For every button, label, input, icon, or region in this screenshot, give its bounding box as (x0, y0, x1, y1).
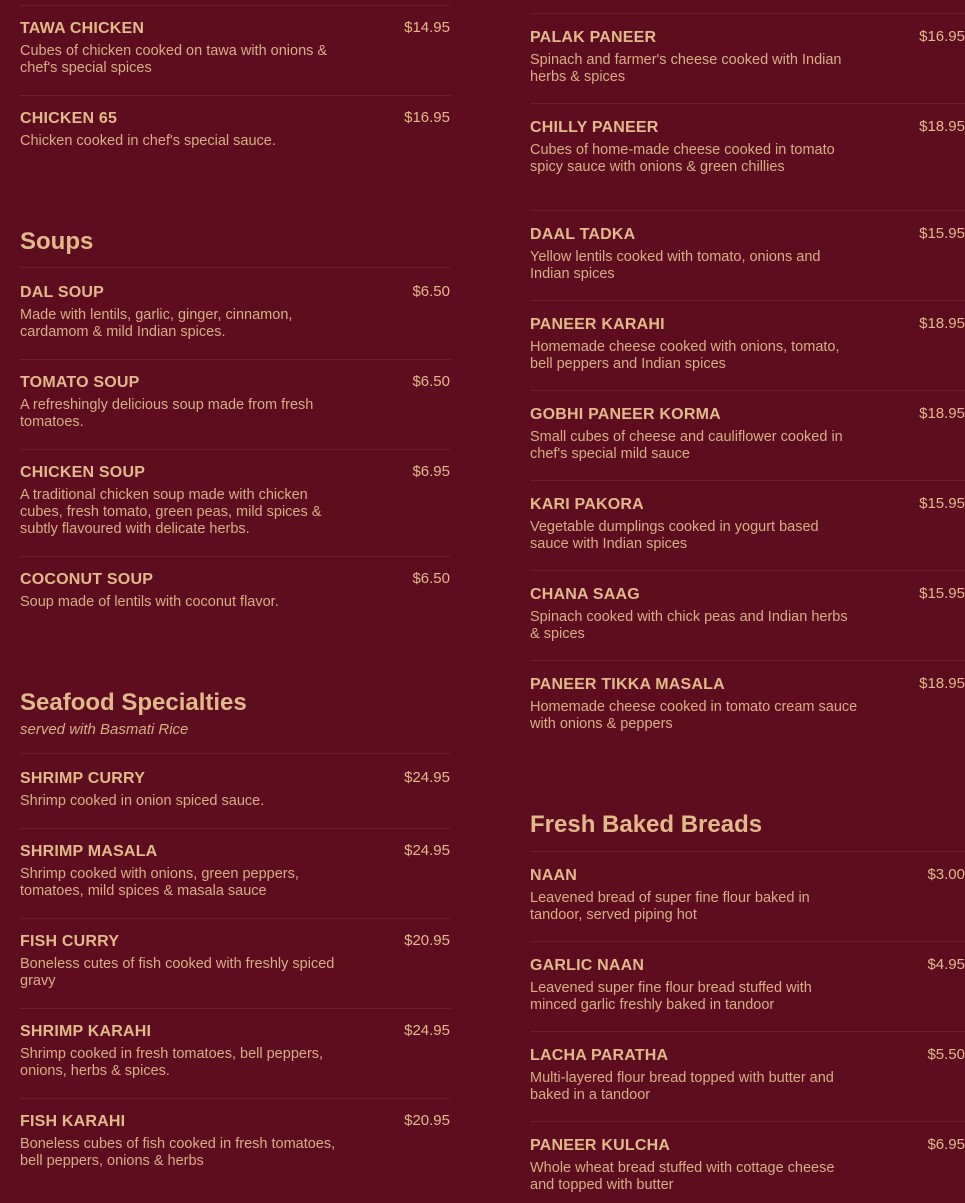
item-description: Small cubes of cheese and cauliflower cooked in chef's special mild sauce (530, 429, 843, 462)
item-price: $6.50 (412, 373, 450, 390)
item-price: $14.95 (404, 19, 450, 36)
item-description: Boneless cutes of fish cooked with freshly spiced gravy (20, 956, 335, 989)
item-description: Whole wheat bread stuffed with cottage cheese and topped with butter (530, 1160, 835, 1193)
item-description: Homemade cheese cooked with onions, tomato, bell peppers and Indian spices (530, 339, 840, 372)
item-name: TAWA CHICKEN (20, 20, 145, 37)
item-description: Yellow lentils cooked with tomato, onions and Indian spices (530, 249, 821, 282)
item-price: $5.50 (927, 1046, 965, 1063)
item-price: $18.95 (919, 405, 965, 422)
item-name: CHILLY PANEER (530, 119, 659, 136)
item-description: Made with lentils, garlic, ginger, cinnamon, cardamom & mild Indian spices. (20, 307, 293, 340)
item-name: GARLIC NAAN (530, 957, 645, 974)
divider (20, 753, 450, 754)
divider (20, 95, 450, 96)
item-description: Shrimp cooked in onion spiced sauce. (20, 793, 265, 809)
section-subtitle: served with Basmati Rice (20, 721, 189, 738)
divider (530, 300, 965, 301)
item-price: $18.95 (919, 118, 965, 135)
item-description: Homemade cheese cooked in tomato cream sauce with onions & peppers (530, 699, 858, 732)
item-name: CHICKEN 65 (20, 110, 118, 127)
divider (530, 660, 965, 661)
item-description: A refreshingly delicious soup made from fresh tomatoes. (20, 397, 314, 430)
divider (20, 1098, 450, 1099)
item-name: SHRIMP CURRY (20, 770, 146, 787)
item-price: $16.95 (404, 109, 450, 126)
item-description: Spinach cooked with chick peas and Indian herbs & spices (530, 609, 848, 642)
item-price: $15.95 (919, 495, 965, 512)
item-name: DAL SOUP (20, 284, 104, 301)
divider (20, 828, 450, 829)
item-name: CHICKEN SOUP (20, 464, 146, 481)
item-description: Vegetable dumplings cooked in yogurt based sauce with Indian spices (530, 519, 819, 552)
item-name: COCONUT SOUP (20, 571, 154, 588)
item-description: Leavened bread of super fine flour baked in tandoor, served piping hot (530, 890, 810, 923)
item-price: $6.95 (412, 463, 450, 480)
item-price: $18.95 (919, 315, 965, 332)
item-name: FISH CURRY (20, 933, 120, 950)
item-name: TOMATO SOUP (20, 374, 140, 391)
item-price: $20.95 (404, 932, 450, 949)
item-price: $6.50 (412, 283, 450, 300)
item-description: Multi-layered flour bread topped with butter and baked in a tandoor (530, 1070, 834, 1103)
item-price: $16.95 (919, 28, 965, 45)
divider (20, 1008, 450, 1009)
divider (530, 941, 965, 942)
item-price: $15.95 (919, 585, 965, 602)
item-description: Cubes of chicken cooked on tawa with onions & chef's special spices (20, 43, 328, 76)
item-description: Soup made of lentils with coconut flavor. (20, 594, 279, 610)
section-title-soups: Soups (20, 228, 94, 255)
item-description: Leavened super fine flour bread stuffed with minced garlic freshly baked in tandoor (530, 980, 812, 1013)
divider (530, 13, 965, 14)
divider (20, 918, 450, 919)
item-name: SHRIMP KARAHI (20, 1023, 152, 1040)
item-name: KARI PAKORA (530, 496, 644, 513)
item-description: Shrimp cooked with onions, green peppers, tomatoes, mild spices & masala sauce (20, 866, 299, 899)
item-price: $4.95 (927, 956, 965, 973)
divider (530, 390, 965, 391)
item-description: A traditional chicken soup made with chicken cubes, fresh tomato, green peas, mild spices & subtly flavoured with delicate herbs. (20, 487, 322, 537)
item-price: $6.50 (412, 570, 450, 587)
item-name: CHANA SAAG (530, 586, 640, 603)
item-price: $3.00 (927, 866, 965, 883)
item-price: $20.95 (404, 1112, 450, 1129)
divider (20, 267, 450, 268)
divider (530, 1031, 965, 1032)
item-price: $18.95 (919, 675, 965, 692)
item-description: Cubes of home-made cheese cooked in tomato spicy sauce with onions & green chillies (530, 142, 835, 175)
item-name: SHRIMP MASALA (20, 843, 158, 860)
item-description: Boneless cubes of fish cooked in fresh tomatoes, bell peppers, onions & herbs (20, 1136, 336, 1169)
divider (530, 210, 965, 211)
divider (530, 851, 965, 852)
divider (530, 480, 965, 481)
item-name: PANEER TIKKA MASALA (530, 676, 725, 693)
item-name: PANEER KARAHI (530, 316, 665, 333)
item-name: PALAK PANEER (530, 29, 657, 46)
divider (530, 103, 965, 104)
item-description: Shrimp cooked in fresh tomatoes, bell peppers, onions, herbs & spices. (20, 1046, 324, 1079)
item-name: NAAN (530, 867, 578, 884)
item-price: $6.95 (927, 1136, 965, 1153)
item-price: $24.95 (404, 842, 450, 859)
item-name: LACHA PARATHA (530, 1047, 669, 1064)
divider (20, 359, 450, 360)
item-price: $24.95 (404, 1022, 450, 1039)
item-price: $15.95 (919, 225, 965, 242)
divider (530, 1121, 965, 1122)
divider (20, 5, 450, 6)
item-description: Chicken cooked in chef's special sauce. (20, 133, 276, 149)
divider (20, 556, 450, 557)
item-name: PANEER KULCHA (530, 1137, 671, 1154)
section-title-breads: Fresh Baked Breads (530, 811, 763, 838)
item-price: $24.95 (404, 769, 450, 786)
item-name: GOBHI PANEER KORMA (530, 406, 721, 423)
section-title-seafood: Seafood Specialties (20, 689, 247, 716)
item-description: Spinach and farmer's cheese cooked with Indian herbs & spices (530, 52, 842, 85)
item-name: FISH KARAHI (20, 1113, 126, 1130)
divider (20, 449, 450, 450)
divider (530, 570, 965, 571)
item-name: DAAL TADKA (530, 226, 636, 243)
